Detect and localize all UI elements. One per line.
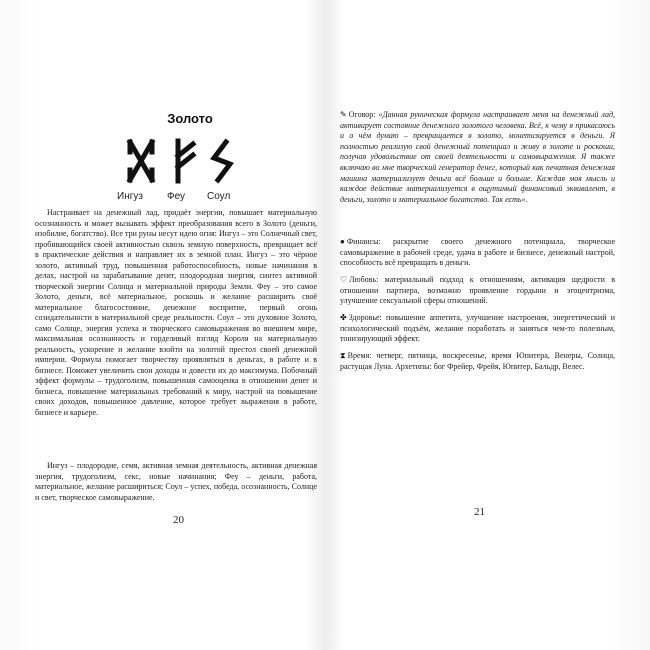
rune-label-ingwaz: Ингуз bbox=[117, 191, 143, 202]
sowilo-rune bbox=[214, 142, 230, 180]
hourglass-icon: ⧗ bbox=[340, 351, 346, 360]
ogovor-block bbox=[340, 110, 615, 205]
page-number-left: 20 bbox=[173, 514, 184, 526]
ogovor-label: Оговор: bbox=[348, 110, 376, 119]
love-block bbox=[340, 275, 615, 307]
rune-labels bbox=[115, 191, 245, 205]
finance-text: Финансы: раскрытие своего денежного потенциала, творческое самовыражение в рабочей среде, удача в работе и бизнесе, денежный настрой, способность всё превращать в деньги. bbox=[340, 237, 615, 268]
rune-label-fehu: Феу bbox=[167, 191, 186, 202]
page-title: Золото bbox=[167, 111, 213, 126]
time-block bbox=[340, 351, 615, 372]
love-text: Любовь: материальный подход к отношениям, активация щедрости в отношении партнера, возможно проявление гордыни и эгоцентризма, улучшение сексуальной сферы отношений. bbox=[340, 275, 615, 306]
pencil-icon: ✎ bbox=[340, 110, 347, 119]
ingwaz-rune bbox=[130, 142, 152, 180]
rune-label-sowilo: Соул bbox=[207, 191, 231, 202]
body-paragraph-1: Настраивает на денежный лад, придаёт энергии, повышает материальную осознанность и может вызывать эффект преобразования всего в Золото (деньги, изобилие, богатство). Все три руны несут идею огня: Ингуз – это Солнечный свет, пробивающийся своей активностью сквозь земную поверхность, превращает всё в практические действия и направляет их в земной план. Ингуз – это чёрное золото, активный труд, повышенная работоспособность, новые начинания в делах, настрой на зарабатывание денег, плодородная энергия, синтез активной творческой энергии Солнца и материальной природы Земли. Феу – это самое Золото, деньги, всё материальное, роскошь и желание расширить своё материальное благосостояние, денежное воспритие, первый огонь созидательности в материальной среде реальности. Соул – это духовное Золото, само Солнце, энергия успеха и творческого самовыражения во внешнем мире, максимальная осознанность и горделивый взгляд Короля на материальную реальность, ускорение и желание взойти на золотой престол своей денежной империи. Формула помогает творчеству проявляться в деньгах, в работе и в бизнесе. Поможет увеличить свои доходы и довести их до максимума. Побочный эффект формулы – трудоголизм, повышенная самооценка в отношении денег и бизнеса, повышение материальных требований к миру, настрой на повышение своих доходов, повышенное давление, которое требует выражения в работе, бизнесе и карьере. bbox=[35, 208, 317, 417]
health-block bbox=[340, 313, 615, 345]
heart-icon: ♡ bbox=[340, 275, 348, 284]
page-number-right: 21 bbox=[474, 506, 485, 518]
body-paragraph-2: Ингуз – плодородие, семя, активная земная деятельность, активная денежная энергия, трудоголизм, секс, новые начинания; Феу – деньги, работа, материальное, желание расшириться; Соул – успех, победа, осознанность, Солнце и свет, творческое самовыражение. bbox=[35, 461, 317, 502]
fehu-rune bbox=[178, 141, 193, 181]
rune-formula bbox=[118, 138, 248, 184]
finance-block bbox=[340, 237, 615, 269]
drop-icon: ● bbox=[340, 237, 345, 246]
clover-icon: ✤ bbox=[340, 313, 347, 322]
time-text: Время: четверг, пятница, воскресенье, время Юпитера, Венеры, Солнца, растущая Луна. Архетипы: бог Фрейер, Фрейя, Юпитер, Бальдр, Велес. bbox=[340, 351, 615, 371]
health-text: Здоровье: повышение аппетита, улучшение настроения, энергетический и психологический подъём, желание поработать и заняться чем-то полезным, тонизирующий эффект. bbox=[340, 313, 615, 344]
ogovor-text: «Данная руническая формула настраивает меня на денежный лад, активирует состояние денежного золотого человека. Всё, к чему я прикасаюсь и о чём думаю – превращается в золото, монетизируется в деньги. Я полностью реализую свой денежный потенциал и живу в золоте и роскоши, получая удовольствие от своей деятельности и самовыражения. Я также включаю во мне творческий генератор денег, который как печатная денежная машина материализует деньги всё больше и больше. Каждая моя мысль и каждое действие материализуется в ощутимый финансовый эквивалент, в деньги, золото и материальное богатство. Так есть». bbox=[340, 110, 615, 204]
